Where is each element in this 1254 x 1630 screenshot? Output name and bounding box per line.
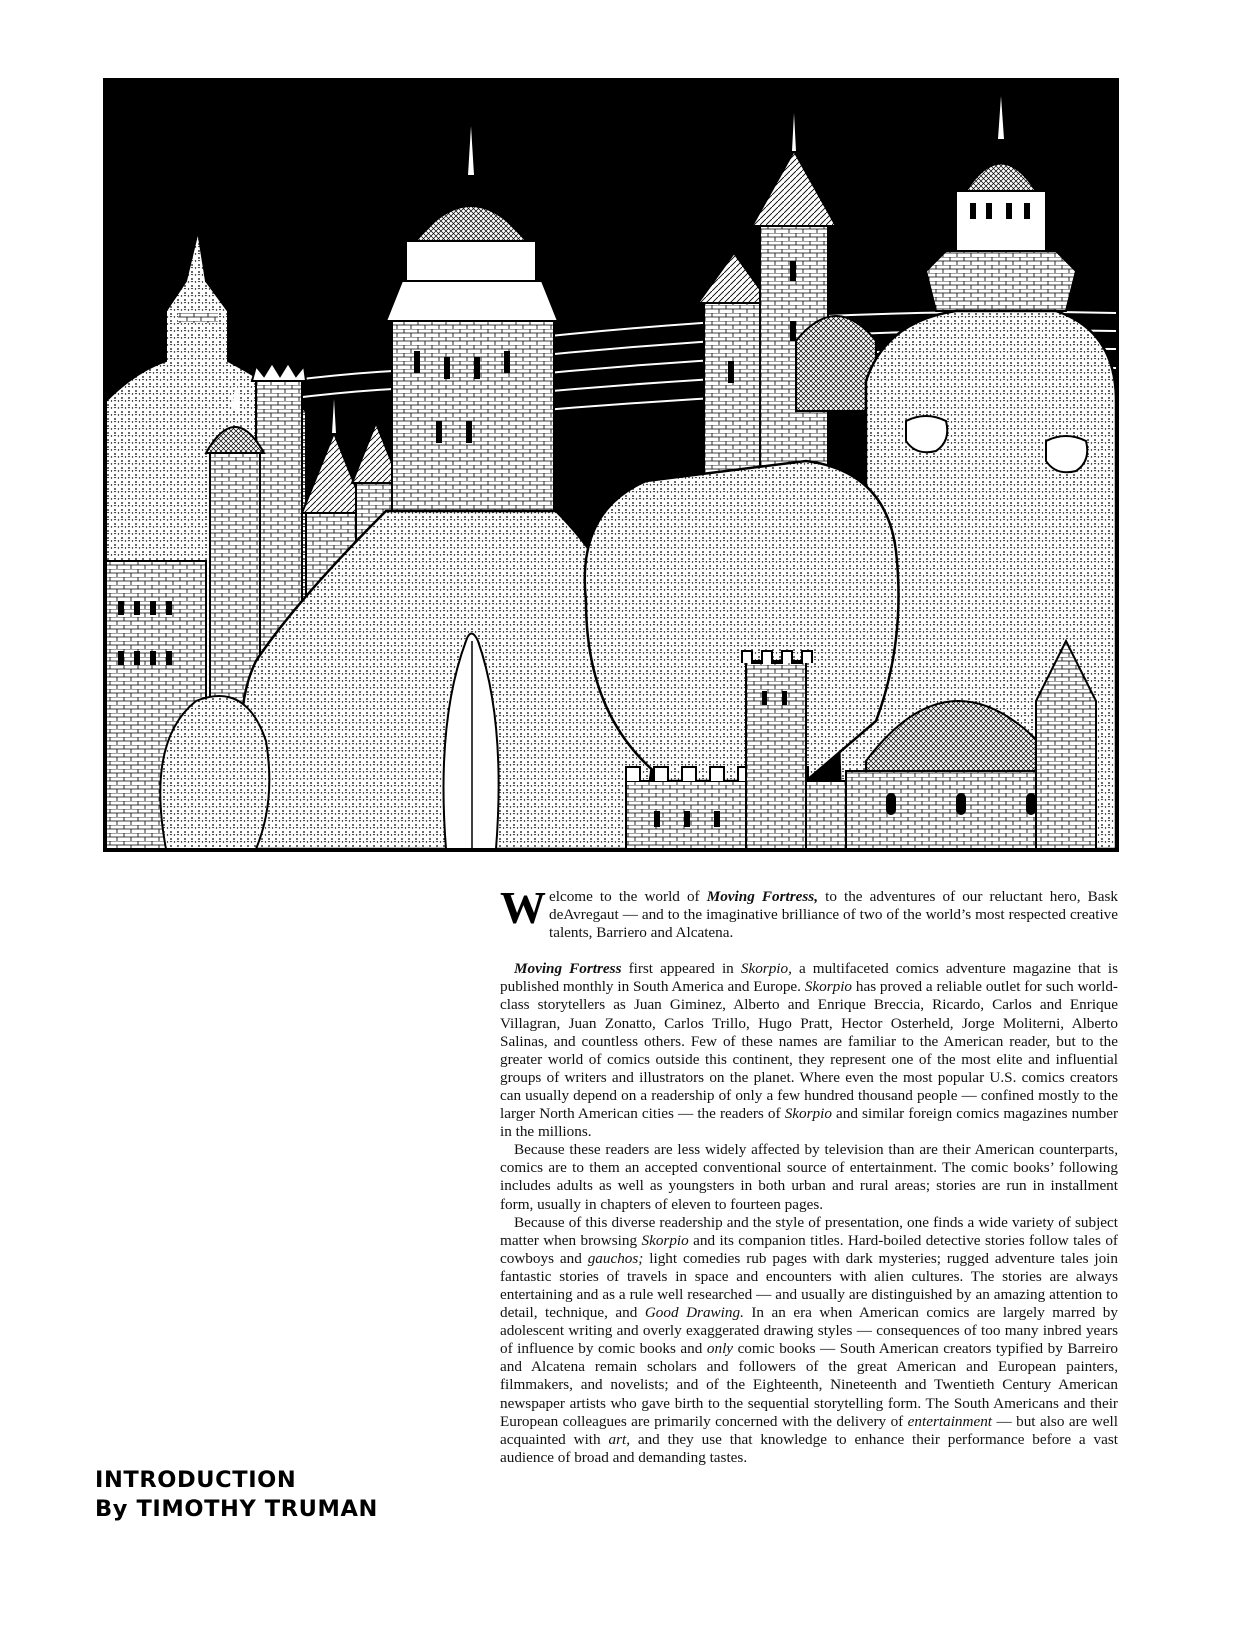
title-reference: Moving Fortress <box>514 960 622 978</box>
drop-cap: W <box>500 882 546 933</box>
article-body <box>500 882 1118 1467</box>
emphasis: Good Drawing. <box>644 1304 744 1322</box>
text-run: and they use that knowledge to enhance their performance before a vast audience of broad and demanding tastes. <box>500 1430 1118 1466</box>
middle-giant <box>585 461 899 781</box>
title-reference: Skorpio <box>784 1105 832 1123</box>
text-run: a multifaceted comics adventure magazine that is published monthly in South America and Europe. <box>500 960 1118 996</box>
fortress-city-drawing <box>106 81 1116 849</box>
paragraph-2 <box>500 960 1118 1141</box>
text-run: Because these readers are less widely affected by television than are their American counterparts, comics are to them an accepted conventional source of entertainment. The comic books’ following includes adults as well as youngsters in both urban and rural areas; stories are run in installment form, usually in chapters of eleven to fourteen pages. <box>500 1141 1118 1213</box>
text-run: first appeared in <box>621 960 741 978</box>
byline <box>95 1466 378 1524</box>
fortress-city-illustration <box>103 78 1119 852</box>
text-run: and its companion titles. Hard-boiled detective stories follow tales of cowboys and <box>500 1231 1118 1267</box>
text-run: and similar foreign comics magazines number in the millions. <box>500 1105 1118 1141</box>
lead-paragraph <box>500 882 1118 942</box>
emphasis: entertainment <box>907 1412 993 1430</box>
paragraph-4 <box>500 1214 1118 1467</box>
emphasis: art, <box>608 1430 630 1448</box>
author-credit: By TIMOTHY TRUMAN <box>95 1496 378 1522</box>
text-run: In an era when American comics are largely marred by adolescent writing and overly exaggerated drawing styles — consequences of too many inbred years of influence by comic books and <box>500 1304 1118 1358</box>
section-title: INTRODUCTION <box>95 1467 297 1493</box>
title-reference: Moving Fortress, <box>706 888 819 905</box>
title-reference: Skorpio <box>641 1231 689 1249</box>
text-run: elcome to the world of <box>549 888 707 905</box>
text-run: to the adventures of our reluctant hero, Bask deAvregaut — and to the imaginative brilliance of two of the world’s most respected creative talents, Barriero and Alcatena. <box>549 888 1118 942</box>
emphasis: only <box>706 1340 734 1358</box>
text-run: — but also are well acquainted with <box>500 1412 1118 1448</box>
paragraph-3 <box>500 1141 1118 1213</box>
text-run: has proved a reliable outlet for such world-class storytellers as Juan Giminez, Alberto and Enrique Breccia, Ricardo, Carlos and Enrique Villagran, Juan Zonatto, Carlos Trillo, Hugo Pratt, Hector Osterheld, Jorge Moliterni, Alberto Salinas, and countless others. Few of these names are familiar to the American reader, but to the greater world of comics outside this continent, they represent one of the most elite and influential groups of writers and illustrators on the planet. Where even the most popular U.S. comics creators can usually depend on a readership of only a few hundred thousand people — confined mostly to the larger North American cities — the readers of <box>500 978 1118 1123</box>
text-run: light comedies rub pages with dark mysteries; rugged adventure tales join fantastic stories of travels in space and encounters with alien cultures. The stories are always entertaining and as a rule well researched — and usually are distinguished by an amazing attention to detail, technique, and <box>500 1249 1118 1322</box>
title-reference: Skorpio <box>804 978 853 996</box>
text-run: comic books — South American creators typified by Barreiro and Alcatena remain scholars and followers of the great American and European painters, filmmakers, and novelists; and of the Eighteenth, Nineteenth and Twentieth Century American newspaper artists who gave birth to the sequential storytelling form. The South Americans and their European colleagues are primarily concerned with the delivery of <box>500 1340 1118 1430</box>
text-run: Because of this diverse readership and the style of presentation, one finds a wide variety of subject matter when browsing <box>500 1213 1118 1249</box>
emphasis: gauchos; <box>587 1249 644 1267</box>
title-reference: Skorpio, <box>740 960 792 978</box>
